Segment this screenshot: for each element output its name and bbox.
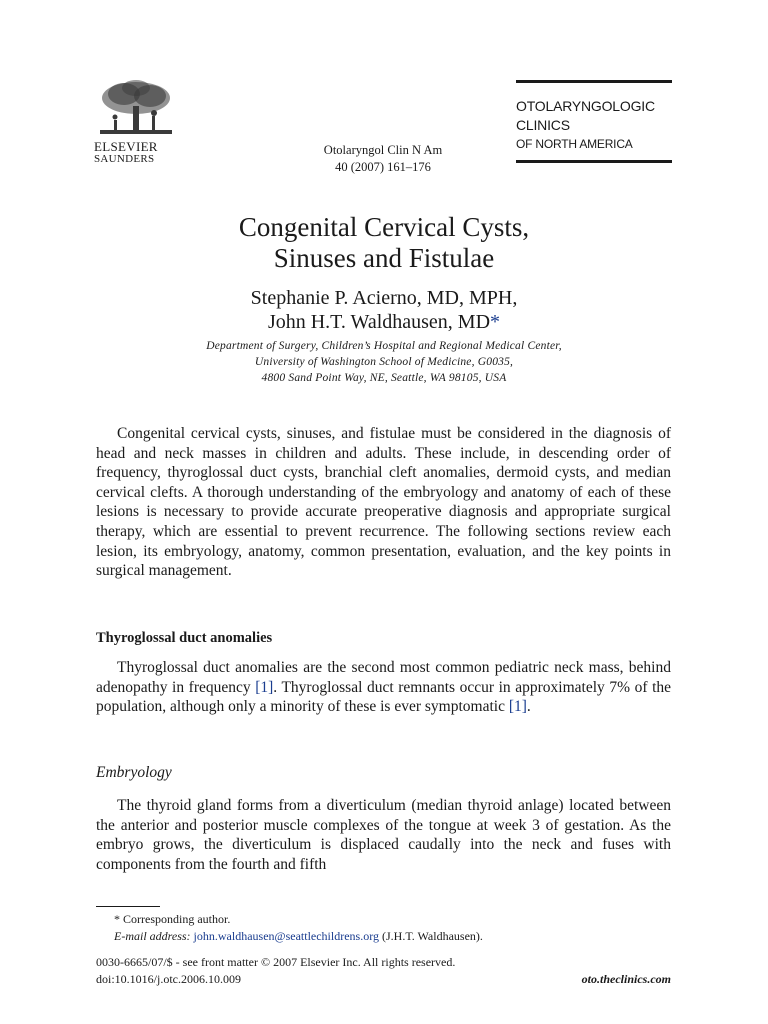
tree-icon: [94, 78, 178, 140]
footnote: [96, 911, 671, 945]
citation-journal: Otolaryngol Clin N Am: [323, 143, 443, 157]
reference-link-1[interactable]: [1]: [255, 678, 274, 696]
article-authors: [100, 286, 668, 334]
title-line-2: Sinuses and Fistulae: [273, 243, 495, 273]
elsevier-tree-logo: [94, 78, 178, 144]
email-owner: (J.H.T. Waldhausen).: [382, 929, 483, 943]
article-title: [100, 212, 668, 274]
corresponding-note: [96, 911, 671, 928]
journal-brand: [516, 80, 672, 163]
email-label: E-mail address:: [114, 929, 191, 943]
journal-site-link[interactable]: oto.theclinics.com: [581, 972, 671, 986]
title-line-1: Congenital Cervical Cysts,: [238, 212, 530, 242]
brand-line-2: CLINICS: [516, 117, 570, 133]
publisher-name: ELSEVIER: [94, 139, 158, 154]
brand-bottom-rule: [516, 160, 672, 163]
affiliation-line-3: 4800 Sand Point Way, NE, Seattle, WA 98105, USA: [261, 372, 507, 384]
brand-line-1: OTOLARYNGOLOGIC: [516, 98, 655, 114]
section-heading: Thyroglossal duct anomalies: [96, 630, 273, 646]
section-text-part-1: Thyroglossal duct anomalies are the second most common pediatric neck mass, behind adenopathy in frequency: [96, 659, 671, 696]
abstract-paragraph: Congenital cervical cysts, sinuses, and fistulae must be considered in the diagnosis of head and neck masses in children and adults. These include, in descending order of frequency, thyroglossal duct cysts, branchial cleft anomalies, dermoid cysts, and median cervical clefts. A thorough understanding of the embryology and anatomy of each of these lesions is necessary to provide accurate preoperative diagnosis and appropriate surgical therapy, which are essential to prevent recurrence. The following sections review each lesion, its embryology, anatomy, common presentation, evaluation, and the key points in surgical management.: [96, 425, 671, 580]
author-name-2: John H.T. Waldhausen, MD: [267, 311, 491, 333]
affiliation: [100, 338, 668, 386]
corresponding-author-link[interactable]: *: [490, 311, 501, 333]
author-line-1: Stephanie P. Acierno, MD, MPH,: [250, 287, 518, 309]
affiliation-line-1: Department of Surgery, Children’s Hospital and Regional Medical Center,: [206, 340, 562, 352]
doi-line: doi:10.1016/j.otc.2006.10.009: [96, 972, 241, 986]
copyright-line: 0030-6665/07/$ - see front matter © 2007 Elsevier Inc. All rights reserved.: [96, 955, 456, 969]
footnote-divider: [96, 906, 160, 907]
footnote-mark: *: [114, 912, 120, 926]
reference-link-1b[interactable]: [1]: [508, 698, 527, 716]
author-line-2: [100, 310, 668, 334]
email-link[interactable]: john.waldhausen@seattlechildrens.org: [193, 929, 379, 943]
section-text-part-2: . Thyroglossal duct remnants occur in approximately 7% of the population, although only a minority of these is ever symptomatic: [96, 678, 672, 716]
section-paragraph: [96, 658, 671, 717]
embryology-paragraph: The thyroid gland forms from a diverticulum (median thyroid anlage) located between the anterior and posterior muscle complexes of the tongue at week 3 of gestation. As the embryo grows, the diverticulum is displaced caudally into the neck and fuses with components from the fourth and fifth: [96, 797, 671, 873]
affiliation-line-2: University of Washington School of Medicine, G0035,: [254, 356, 514, 368]
section-text-part-3: .: [526, 698, 531, 716]
subsection-heading: Embryology: [96, 764, 172, 781]
citation-volume: 40 (2007) 161–176: [335, 160, 431, 174]
email-note: [96, 928, 671, 945]
imprint-name: SAUNDERS: [94, 153, 155, 165]
corresponding-text: Corresponding author.: [123, 912, 231, 926]
brand-line-3: OF NORTH AMERICA: [516, 137, 633, 151]
journal-citation: [300, 142, 466, 176]
